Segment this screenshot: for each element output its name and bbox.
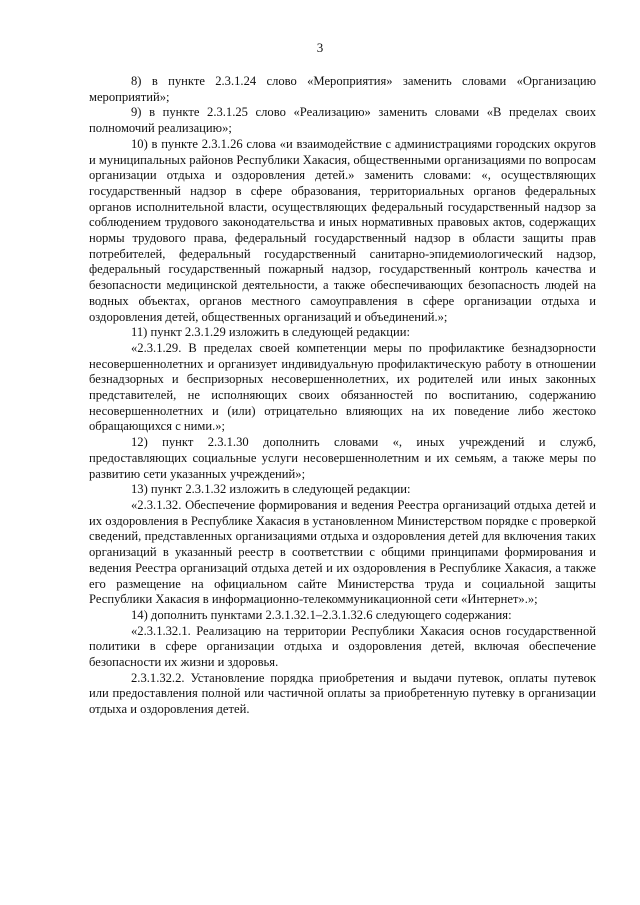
paragraph-quote-2-3-1-32: «2.3.1.32. Обеспечение формирования и ведения Реестра организаций отдыха детей и их оздоровления в Республике Хакасия в установленном Министерством порядке с проверкой сведений, представленных организациями отдыха и оздоровления детей для включения таких организаций в указанный реестр в соответствии с общими принципами формирования и ведения Реестра организаций отдыха детей и их оздоровления в Республике Хакасия, а также его размещение на официальном сайте Министерства труда и социальной защиты Республики Хакасия в информационно-телекоммуникационной сети «Интернет».»;	[89, 497, 596, 607]
paragraph-item-11: 11) пункт 2.3.1.29 изложить в следующей редакции:	[131, 325, 410, 340]
paragraph-quote-2-3-1-32-2: 2.3.1.32.2. Установление порядка приобретения и выдачи путевок, оплаты путевок или предоставления полной или частичной оплаты за приобретенную путевку в организации отдыха и оздоровления детей.	[89, 670, 596, 717]
paragraph-item-8: 8) в пункте 2.3.1.24 слово «Мероприятия» заменить словами «Организацию мероприятий»;	[89, 74, 596, 104]
paragraph-item-14: 14) дополнить пунктами 2.3.1.32.1–2.3.1.32.6 следующего содержания:	[131, 607, 512, 622]
page-number: 3	[316, 40, 324, 55]
paragraph-item-13: 13) пункт 2.3.1.32 изложить в следующей редакции:	[131, 482, 411, 497]
paragraph-item-12: 12) пункт 2.3.1.30 дополнить словами «, иных учреждений и служб, предоставляющих социальные услуги несовершеннолетним и их семьям, а также меры по развитию сети указанных учреждений»;	[89, 435, 596, 481]
paragraph-quote-2-3-1-29: «2.3.1.29. В пределах своей компетенции меры по профилактике безнадзорности несовершеннолетних и организует индивидуальную профилактическую работу в отношении безнадзорных и беспризорных несовершеннолетних, их родителей или иных законных представителей, не исполняющих своих обязанностей по воспитанию, содержанию несовершеннолетних и (или) отрицательно влияющих на их поведение либо жестоко обращающихся с ними.»;	[89, 340, 596, 434]
document-body	[89, 74, 596, 718]
paragraph-item-10: 10) в пункте 2.3.1.26 слова «и взаимодействие с администрациями городских округов и муниципальных районов Республики Хакасия, общественными организациями по вопросам организации отдыха и оздоровления детей.» заменить словами: «, осуществляющих государственный надзор в сфере образования, территориальных органов федеральных органов исполнительной власти, осуществляющих федеральный государственный надзор за соблюдением трудового законодательства и иных нормативных правовых актов, содержащих нормы трудового права, федеральный государственный надзор в области защиты прав потребителей, федеральный государственный санитарно-эпидемиологический надзор, федеральный государственный пожарный надзор, государственный контроль качества и безопасности медицинской деятельности, а также обеспечивающих безопасность людей на водных объектах, органов местного самоуправления в сфере организации отдыха и оздоровления детей, общественных организаций и объединений.»;	[89, 136, 596, 324]
paragraph-quote-2-3-1-32-1: «2.3.1.32.1. Реализацию на территории Республики Хакасия основ государственной политики в сфере организации отдыха и оздоровления детей, включая обеспечение безопасности их жизни и здоровья.	[89, 623, 596, 670]
paragraph-item-9: 9) в пункте 2.3.1.25 слово «Реализацию» заменить словами «В пределах своих полномочий реализацию»;	[89, 105, 596, 136]
